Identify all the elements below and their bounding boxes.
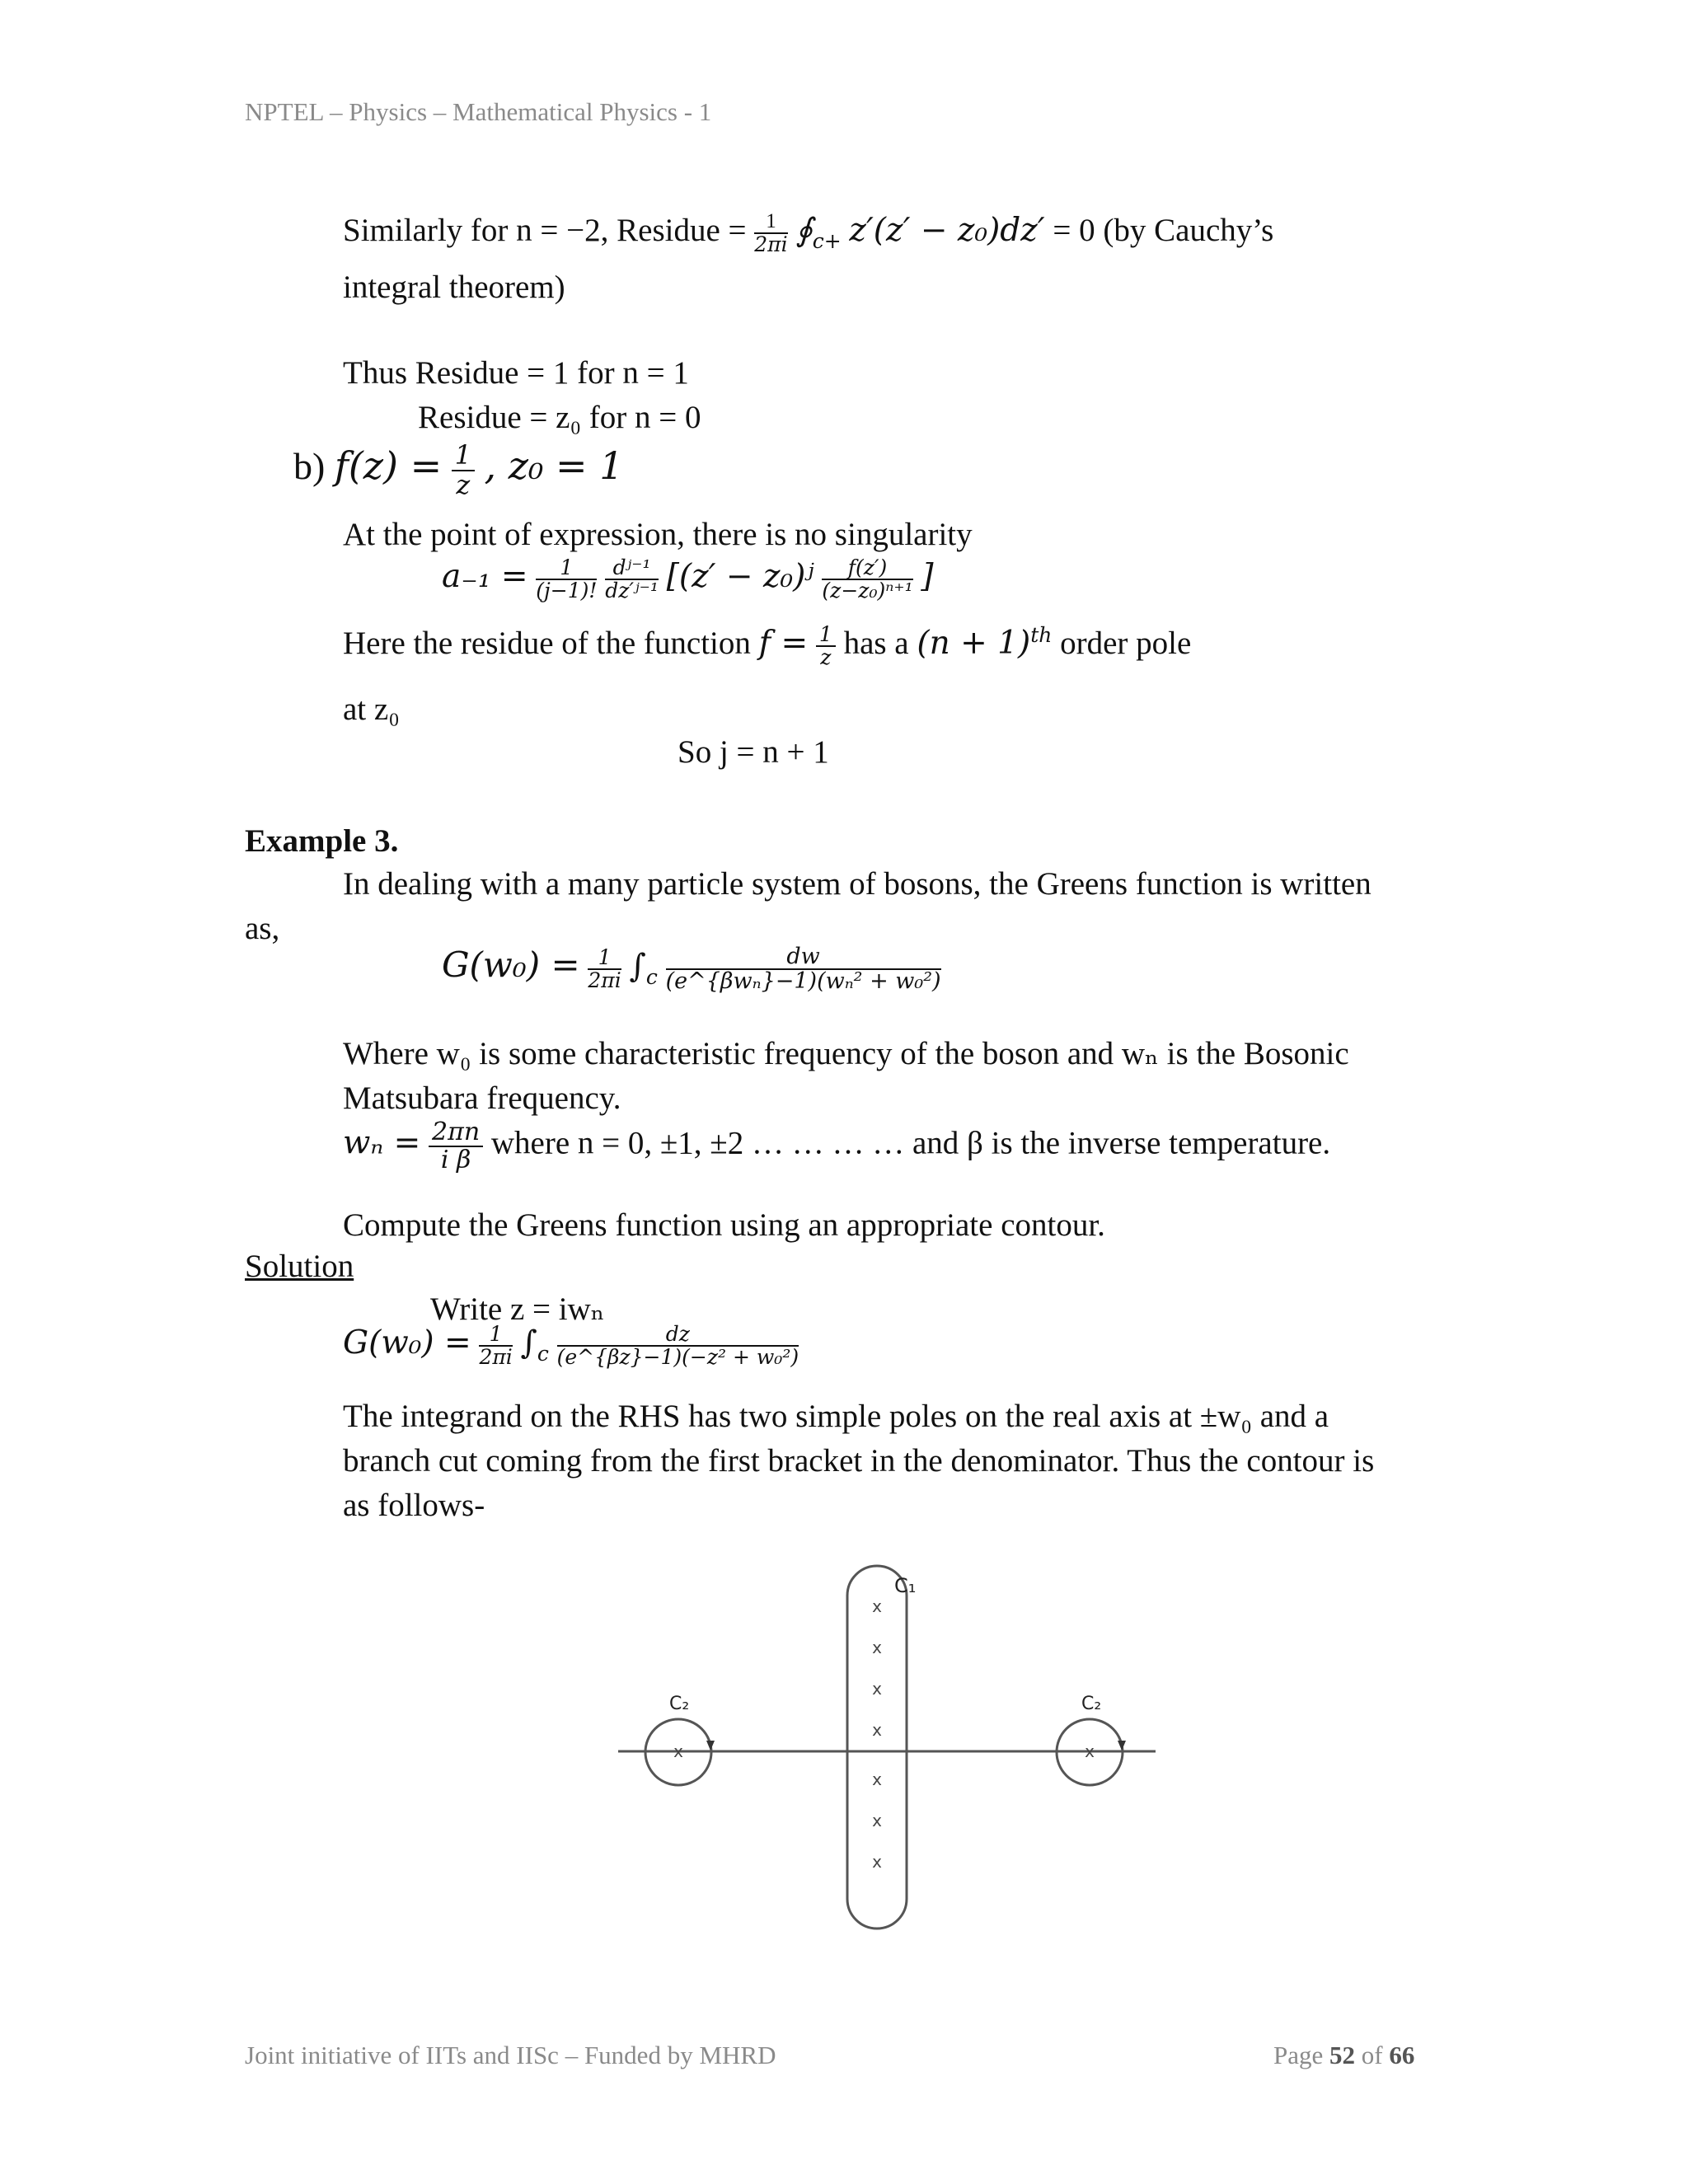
frac-den: 2πi xyxy=(754,232,788,257)
residue-n-1-line: Thus Residue = 1 for n = 1 xyxy=(343,355,689,391)
fraction-1-over-2pi-i xyxy=(588,944,621,993)
c2-left-arrow-icon xyxy=(706,1741,715,1750)
residue-function-line xyxy=(343,623,1191,668)
matsubara-line: Matsubara frequency. xyxy=(343,1080,621,1116)
fraction-derivative xyxy=(605,557,659,602)
residue-bracket: [(z′ − z₀)ʲ xyxy=(666,558,814,596)
greens-fraction xyxy=(666,945,941,994)
write-z-line: Write z = iwₙ xyxy=(430,1291,605,1327)
frac-den: 2πi xyxy=(588,968,621,993)
frac-den: (e^{βwₙ}−1)(wₙ² + w₀²) xyxy=(665,968,941,995)
frac-num: 1 xyxy=(452,442,475,471)
as-line: as, xyxy=(245,911,280,946)
wn-definition xyxy=(343,1119,1330,1173)
pole-mark: x xyxy=(872,1720,882,1740)
page-current: 52 xyxy=(1329,2041,1356,2069)
part-b-fz: f(z) = xyxy=(334,443,443,489)
integrand-line-2: branch cut coming from the first bracket in the denominator. Thus the contour is xyxy=(343,1443,1375,1479)
page-header: NPTEL – Physics – Mathematical Physics - 1 xyxy=(245,97,712,126)
greens-lhs: G(w₀) = xyxy=(442,944,580,985)
page-number xyxy=(1273,2041,1414,2070)
solution-heading: Solution xyxy=(245,1249,354,1284)
frac-num: 1 xyxy=(754,211,787,234)
residue-formula xyxy=(442,557,934,602)
frac-den: (e^{βz}−1)(−z² + w₀²) xyxy=(556,1345,799,1370)
c2-left-label: C₂ xyxy=(669,1694,690,1714)
integral-sub: c xyxy=(645,964,658,989)
residue-n-0-line: Residue = z₀ for n = 0 xyxy=(418,400,701,435)
fraction-f-over-pole xyxy=(822,557,912,602)
frac-num: 1 xyxy=(536,557,597,580)
frac-num: dʲ⁻¹ xyxy=(605,557,659,580)
contour-integral-sign: ∮ xyxy=(795,212,813,250)
part-b-z0: , z₀ = 1 xyxy=(484,443,624,489)
part-b-label: b) xyxy=(293,445,326,488)
at-z0-line: at z₀ xyxy=(343,691,400,727)
frac-den: i β xyxy=(440,1145,471,1174)
pole-mark: x xyxy=(872,1638,882,1657)
line-text: has a xyxy=(843,626,917,661)
example-3-heading: Example 3. xyxy=(245,823,399,859)
wn-description: where n = 0, ±1, ±2 … … … … and β is the inverse temperature. xyxy=(490,1125,1331,1161)
line-text: Here the residue of the function xyxy=(343,626,759,661)
page-total: 66 xyxy=(1389,2041,1415,2069)
pole-order: (n + 1) xyxy=(917,625,1031,662)
greens-fraction xyxy=(557,1324,799,1369)
pole-mark: x xyxy=(872,1769,882,1789)
page-of: of xyxy=(1361,2041,1383,2069)
wn-lhs: wₙ = xyxy=(343,1124,421,1162)
residue-lhs: a₋₁ = xyxy=(442,558,528,596)
line-integral-theorem: integral theorem) xyxy=(343,269,565,305)
bosons-line: In dealing with a many particle system of bosons, the Greens function is written xyxy=(343,866,1372,902)
fraction-factorial xyxy=(536,557,597,602)
fraction-1-over-z xyxy=(816,621,836,670)
pole-mark: x xyxy=(673,1741,683,1761)
line-text-post: = 0 (by Cauchy’s xyxy=(1053,213,1274,249)
integral-sub: c xyxy=(537,1342,549,1366)
fraction-1-over-2pi-i xyxy=(479,1324,512,1369)
greens-function-2 xyxy=(343,1324,799,1369)
frac-den: z xyxy=(820,645,832,670)
c2-right-label: C₂ xyxy=(1081,1694,1102,1714)
frac-num: 1 xyxy=(816,624,836,647)
pole-mark: x xyxy=(872,1852,882,1872)
integrand: z′(z′ − z₀)dz′ xyxy=(849,212,1045,250)
frac-den: (j−1)! xyxy=(536,579,598,603)
integrand-line-3: as follows- xyxy=(343,1488,485,1523)
pole-mark: x xyxy=(872,1679,882,1699)
integral-sign: ∫ xyxy=(520,1324,537,1362)
pole-mark: x xyxy=(872,1596,882,1616)
frac-num: dz xyxy=(557,1324,799,1347)
page-label: Page xyxy=(1273,2041,1324,2069)
greens-lhs: G(w₀) = xyxy=(343,1324,471,1362)
frac-num: 1 xyxy=(479,1324,512,1347)
c1-label: C₁ xyxy=(894,1574,917,1597)
ordinal-th: th xyxy=(1030,623,1053,647)
frac-num: f(z′) xyxy=(822,557,912,580)
no-singularity-line: At the point of expression, there is no singularity xyxy=(343,517,973,552)
function-f: f = xyxy=(758,625,809,662)
frac-num: 1 xyxy=(588,947,621,970)
frac-den: (z−z₀)ⁿ⁺¹ xyxy=(822,579,913,603)
page-footer-credit: Joint initiative of IITs and IISc – Funded by MHRD xyxy=(245,2041,776,2069)
integrand-line-1: The integrand on the RHS has two simple poles on the real axis at ±w₀ and a xyxy=(343,1399,1329,1434)
compute-line: Compute the Greens function using an appropriate contour. xyxy=(343,1207,1105,1243)
line-text: order pole xyxy=(1060,626,1192,661)
residue-n-minus-2-line xyxy=(343,211,1273,256)
part-b-fraction xyxy=(452,439,475,500)
frac-den: dz′ʲ⁻¹ xyxy=(605,579,659,603)
c1-contour xyxy=(847,1566,907,1929)
greens-function-1 xyxy=(442,944,941,993)
so-j-line: So j = n + 1 xyxy=(678,734,829,770)
pole-mark: x xyxy=(1085,1741,1095,1761)
part-b-line xyxy=(293,439,624,500)
residue-bracket-close: ] xyxy=(921,558,934,596)
frac-num: 2πn xyxy=(429,1119,483,1147)
integral-sign: ∫ xyxy=(629,948,646,985)
frac-den: 2πi xyxy=(479,1345,513,1370)
contour-sub: c+ xyxy=(812,229,842,253)
c2-right-arrow-icon xyxy=(1118,1741,1126,1750)
where-w0-line: Where w₀ is some characteristic frequency of the boson and wₙ is the Bosonic xyxy=(343,1036,1349,1071)
line-text: Similarly for n = −2, Residue = xyxy=(343,213,755,249)
fraction-1-over-2pi-i xyxy=(754,211,787,256)
pole-mark: x xyxy=(872,1811,882,1830)
frac-num: dw xyxy=(666,945,941,970)
fraction-2pin-over-ibeta xyxy=(429,1119,483,1173)
frac-den: z xyxy=(456,468,471,500)
contour-diagram xyxy=(610,1549,1170,1945)
